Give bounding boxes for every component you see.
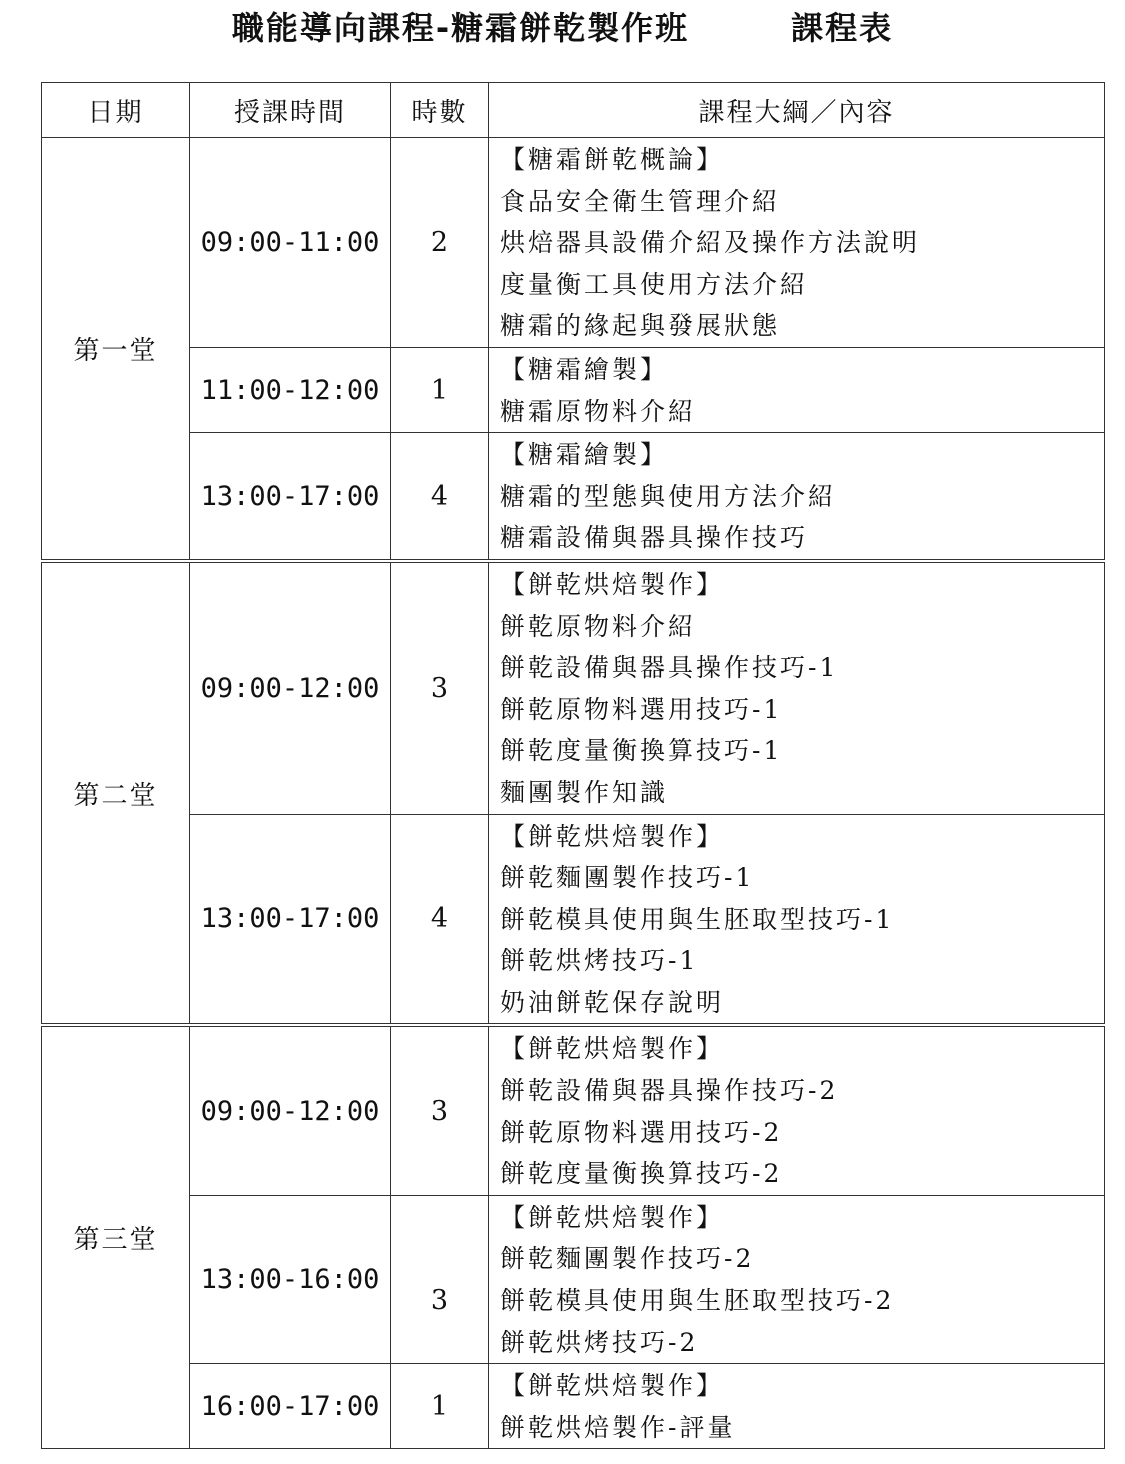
outline-item: 餅乾設備與器具操作技巧-2 <box>500 1076 839 1106</box>
session-day: 第一堂 <box>42 138 190 561</box>
document-title: 職能導向課程-糖霜餅乾製作班 課程表 <box>231 9 894 47</box>
outline-item: 餅乾度量衡換算技巧-1 <box>500 736 783 766</box>
outline-item: 度量衡工具使用方法介紹 <box>500 269 809 299</box>
class-time: 13:00-16:00 <box>190 1195 391 1363</box>
table-row <box>42 433 1105 561</box>
table-row <box>42 1025 1105 1195</box>
class-hours: 1 <box>391 1364 489 1449</box>
outline-item: 糖霜設備與器具操作技巧 <box>500 523 809 553</box>
course-outline <box>489 1195 1105 1363</box>
outline-heading: 【餅乾烘焙製作】 <box>500 1371 725 1401</box>
outline-heading: 【餅乾烘焙製作】 <box>500 821 725 851</box>
header-outline: 課程大綱／內容 <box>489 83 1105 138</box>
outline-item: 餅乾設備與器具操作技巧-1 <box>500 653 839 683</box>
class-time: 16:00-17:00 <box>190 1364 391 1449</box>
header-class-time: 授課時間 <box>190 83 391 138</box>
outline-item: 麵團製作知識 <box>500 777 669 807</box>
class-time: 09:00-12:00 <box>190 561 391 814</box>
outline-heading: 【餅乾烘焙製作】 <box>500 1034 725 1064</box>
course-outline <box>489 1025 1105 1195</box>
table-row <box>42 138 1105 348</box>
class-hours: 4 <box>391 433 489 561</box>
outline-heading: 【糖霜餅乾概論】 <box>500 145 725 174</box>
outline-heading: 【糖霜繪製】 <box>500 354 669 384</box>
class-time: 09:00-12:00 <box>190 1025 391 1195</box>
class-hours: 3 <box>391 1195 489 1363</box>
class-hours: 2 <box>391 138 489 348</box>
table-row <box>42 814 1105 1025</box>
outline-heading: 【餅乾烘焙製作】 <box>500 569 725 599</box>
course-outline <box>489 347 1105 432</box>
class-hours: 1 <box>391 347 489 432</box>
outline-item: 餅乾麵團製作技巧-2 <box>500 1244 755 1274</box>
outline-heading: 【餅乾烘焙製作】 <box>500 1202 725 1232</box>
course-outline <box>489 138 1105 348</box>
class-time: 13:00-17:00 <box>190 814 391 1025</box>
class-time: 13:00-17:00 <box>190 433 391 561</box>
outline-item: 餅乾度量衡換算技巧-2 <box>500 1159 783 1189</box>
outline-item: 餅乾原物料選用技巧-1 <box>500 694 783 724</box>
table-row <box>42 347 1105 432</box>
table-row <box>42 561 1105 814</box>
outline-item: 烘焙器具設備介紹及操作方法說明 <box>500 228 921 258</box>
outline-heading: 【糖霜繪製】 <box>500 440 669 470</box>
course-outline <box>489 1364 1105 1449</box>
outline-item: 糖霜原物料介紹 <box>500 396 697 426</box>
course-outline <box>489 814 1105 1025</box>
outline-item: 餅乾原物料選用技巧-2 <box>500 1117 783 1147</box>
header-row <box>42 83 1105 138</box>
outline-item: 餅乾烘焙製作-評量 <box>500 1412 736 1442</box>
session-day: 第二堂 <box>42 561 190 1026</box>
outline-item: 餅乾烘烤技巧-2 <box>500 1327 699 1357</box>
course-outline <box>489 561 1105 814</box>
course-outline <box>489 433 1105 561</box>
session-day: 第三堂 <box>42 1025 190 1448</box>
outline-item: 餅乾麵團製作技巧-1 <box>500 863 755 893</box>
table-row <box>42 1195 1105 1363</box>
outline-item: 糖霜的型態與使用方法介紹 <box>500 481 837 511</box>
class-hours: 4 <box>391 814 489 1025</box>
course-schedule-table <box>41 82 1105 1449</box>
table-row <box>42 1364 1105 1449</box>
header-hours: 時數 <box>391 83 489 138</box>
outline-item: 餅乾模具使用與生胚取型技巧-1 <box>500 904 895 934</box>
outline-item: 糖霜的緣起與發展狀態 <box>500 311 781 341</box>
outline-item: 食品安全衛生管理介紹 <box>500 186 781 216</box>
outline-item: 餅乾模具使用與生胚取型技巧-2 <box>500 1286 895 1316</box>
table-header <box>42 83 1105 138</box>
outline-item: 奶油餅乾保存說明 <box>500 987 725 1017</box>
header-date: 日期 <box>42 83 190 138</box>
class-hours: 3 <box>391 1025 489 1195</box>
table-body <box>42 138 1105 1449</box>
outline-item: 餅乾原物料介紹 <box>500 611 697 641</box>
outline-item: 餅乾烘烤技巧-1 <box>500 946 699 976</box>
class-hours: 3 <box>391 561 489 814</box>
class-time: 09:00-11:00 <box>190 138 391 348</box>
class-time: 11:00-12:00 <box>190 347 391 432</box>
